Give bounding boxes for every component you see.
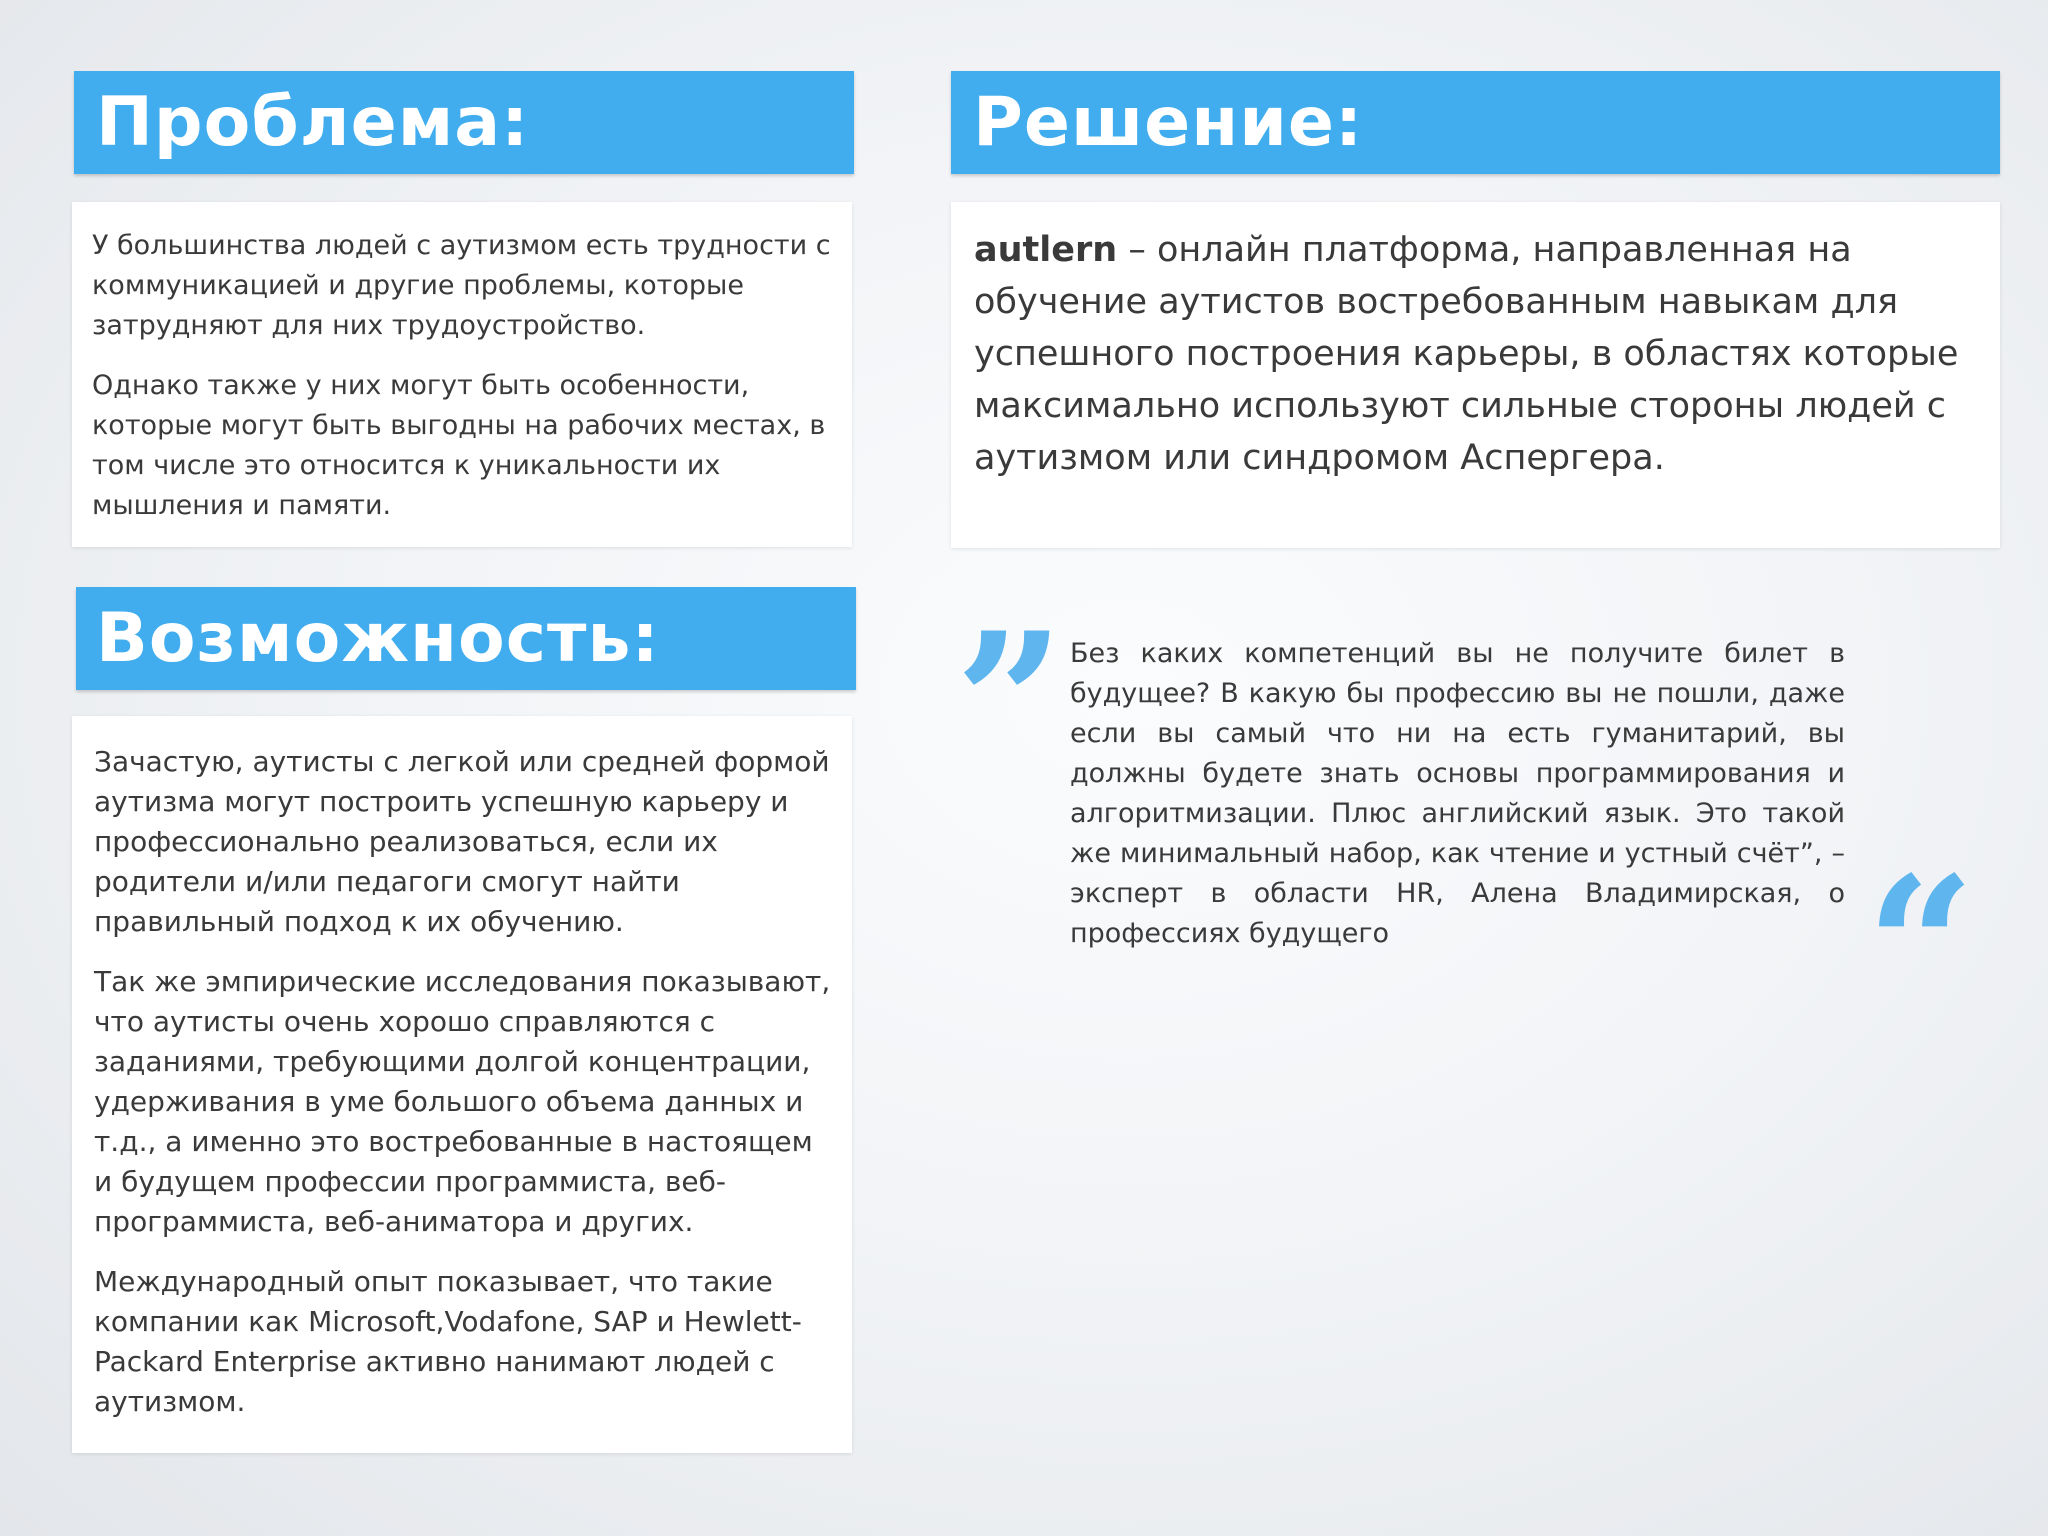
opportunity-paragraph: Зачастую, аутисты с легкой или средней формой аутизма могут построить успешную карьеру и профессионально реализоваться, если их родители и/или педагоги смогут найти правильный подход к их обучению.	[94, 745, 830, 938]
problem-paragraph: Однако также у них могут быть особенности, которые могут быть выгодны на рабочих местах, в том числе это относится к уникальности их мышления и памяти.	[92, 370, 826, 521]
opportunity-title-banner	[76, 587, 856, 690]
opportunity-title: Возможность:	[96, 599, 660, 678]
solution-description: – онлайн платформа, направленная на обучение аутистов востребованным навыкам для успешного построения карьеры, в областях которые максимально используют сильные стороны людей с аутизмом или синдромом Аспергера.	[974, 230, 1959, 478]
problem-paragraph: У большинства людей с аутизмом есть трудности с коммуникацией и другие проблемы, которые затрудняют для них трудоустройство.	[92, 230, 831, 341]
solution-text-panel	[951, 202, 2000, 548]
expert-quote-text: Без каких компетенций вы не получите билет в будущее? В какую бы профессию вы не пошли, даже если вы самый что ни на есть гуманитарий, вы должны будете знать основы программирования и алгоритмизации. Плюс английский язык. Это такой же минимальный набор, как чтение и устный счёт”, – эксперт в области HR, Алена Владимирская, о профессиях будущего	[1070, 638, 1845, 949]
brand-name: autlern	[974, 230, 1118, 270]
opportunity-paragraph: Международный опыт показывает, что такие компании как Microsoft,Vodafone, SAP и Hewlett-Packard Enterprise активно нанимают людей с аутизмом.	[94, 1265, 802, 1418]
opportunity-text-panel	[72, 716, 852, 1453]
problem-text-panel	[72, 202, 852, 547]
open-quote-icon: ”	[955, 591, 1065, 814]
close-quote-icon: “	[1866, 835, 1976, 1058]
problem-title-banner	[74, 71, 854, 174]
problem-title: Проблема:	[96, 83, 530, 162]
solution-paragraph	[974, 224, 1976, 484]
opportunity-paragraph: Так же эмпирические исследования показывают, что аутисты очень хорошо справляются с заданиями, требующими долгой концентрации, удерживания в уме большого объема данных и т.д., а именно это востребованные в настоящем и будущем профессии программиста, веб-программиста, веб-аниматора и других.	[94, 965, 831, 1238]
solution-title-banner	[951, 71, 2000, 174]
solution-title: Решение:	[973, 83, 1364, 162]
